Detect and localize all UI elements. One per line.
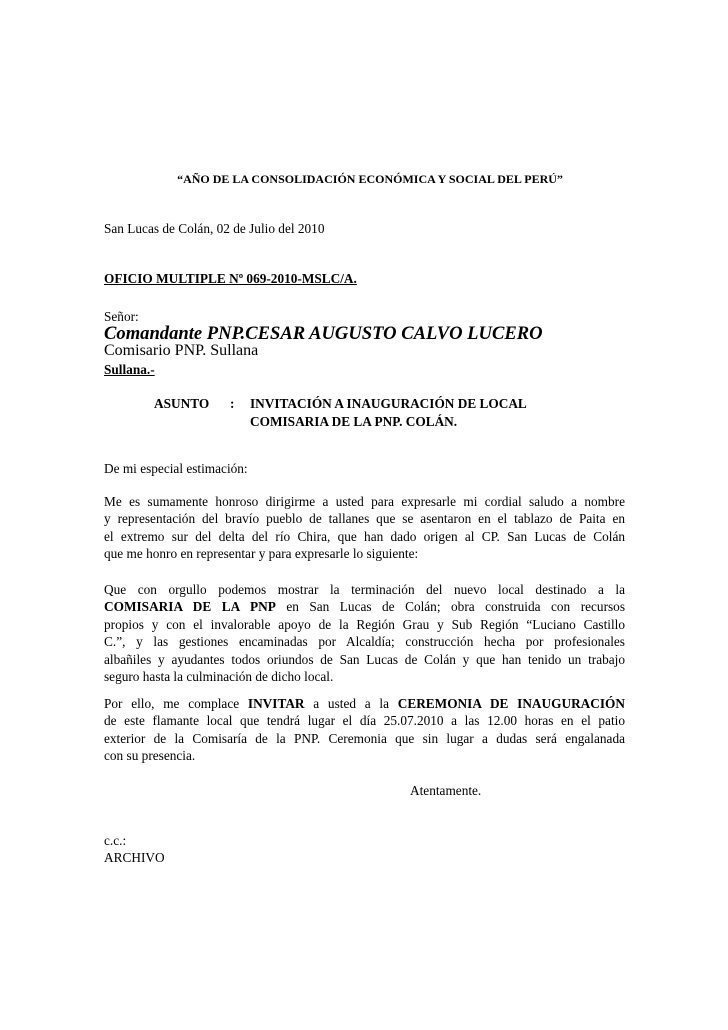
paragraph-line: albañiles y ayudantes todos oriundos de San Lucas de Colán y que han tenido un trabajo: [104, 651, 625, 667]
bold-ceremonia: CEREMONIA DE INAUGURACIÓN: [397, 696, 626, 711]
paragraph-line: Me es sumamente honroso dirigirme a usted para expresarle mi cordial saludo a nombre: [104, 494, 625, 509]
paragraph-text: Por ello, me complace: [104, 696, 248, 711]
subject-colon: :: [230, 396, 235, 411]
place-and-date: San Lucas de Colán, 02 de Julio del 2010: [104, 221, 325, 236]
subject-line-1: INVITACIÓN A INAUGURACIÓN DE LOCAL: [250, 396, 527, 411]
paragraph-text: a usted a la: [304, 696, 398, 711]
bold-invitar: INVITAR: [247, 696, 305, 711]
paragraph-line: seguro hasta la culminación de dicho local.: [104, 668, 334, 684]
paragraph-line: [104, 598, 625, 615]
paragraph-line: [104, 695, 625, 712]
closing: Atentamente.: [410, 783, 482, 798]
recipient-title: Comisario PNP. Sullana: [104, 342, 259, 359]
subject-line-2: COMISARIA DE LA PNP. COLÁN.: [250, 414, 458, 429]
salutation: Señor:: [104, 309, 139, 324]
paragraph-line: C.”, y las gestiones encaminadas por Alcaldía; construcción hecha por profesionales: [104, 634, 625, 650]
paragraph-line: y representación del bravío pueblo de tallanes que se asentaron en el tablazo de Paita en: [104, 511, 625, 527]
recipient-city: Sullana.-: [104, 362, 155, 377]
paragraph-line: exterior de la Comisaría de la PNP. Ceremonia que sin lugar a dudas será engalanada: [104, 730, 625, 746]
cc-archive: ARCHIVO: [104, 850, 165, 865]
paragraph-line: con su presencia.: [104, 748, 196, 764]
paragraph-line: el extremo sur del delta del río Chira, que han dado origen al CP. San Lucas de Colán: [104, 528, 625, 544]
recipient-name: Comandante PNP.CESAR AUGUSTO CALVO LUCERO: [104, 323, 543, 344]
oficio-reference: OFICIO MULTIPLE Nº 069-2010-MSLC/A.: [104, 271, 357, 286]
greeting: De mi especial estimación:: [104, 461, 248, 476]
paragraph-line: que me honro en representar y para expresarle lo siguiente:: [104, 546, 419, 562]
paragraph-line: propios y con el invalorable apoyo de la Región Grau y Sub Región “Luciano Castillo: [104, 616, 625, 632]
paragraph-text: en San Lucas de Colán; obra construida con recursos: [275, 599, 625, 615]
subject-label: ASUNTO: [154, 396, 210, 411]
cc-label: c.c.:: [104, 833, 127, 848]
year-motto: “AÑO DE LA CONSOLIDACIÓN ECONÓMICA Y SOCIAL DEL PERÚ”: [177, 172, 563, 186]
paragraph-announcement: [104, 581, 625, 685]
paragraph-line: Que con orgullo podemos mostrar la terminación del nuevo local destinado a la: [104, 582, 625, 597]
paragraph-invitation: [104, 695, 625, 765]
paragraph-greeting-body: [104, 493, 625, 563]
paragraph-line: de este flamante local que tendrá lugar el día 25.07.2010 a las 12.00 horas en el patio: [104, 713, 625, 729]
bold-comisaria: COMISARIA DE LA PNP: [104, 599, 276, 615]
